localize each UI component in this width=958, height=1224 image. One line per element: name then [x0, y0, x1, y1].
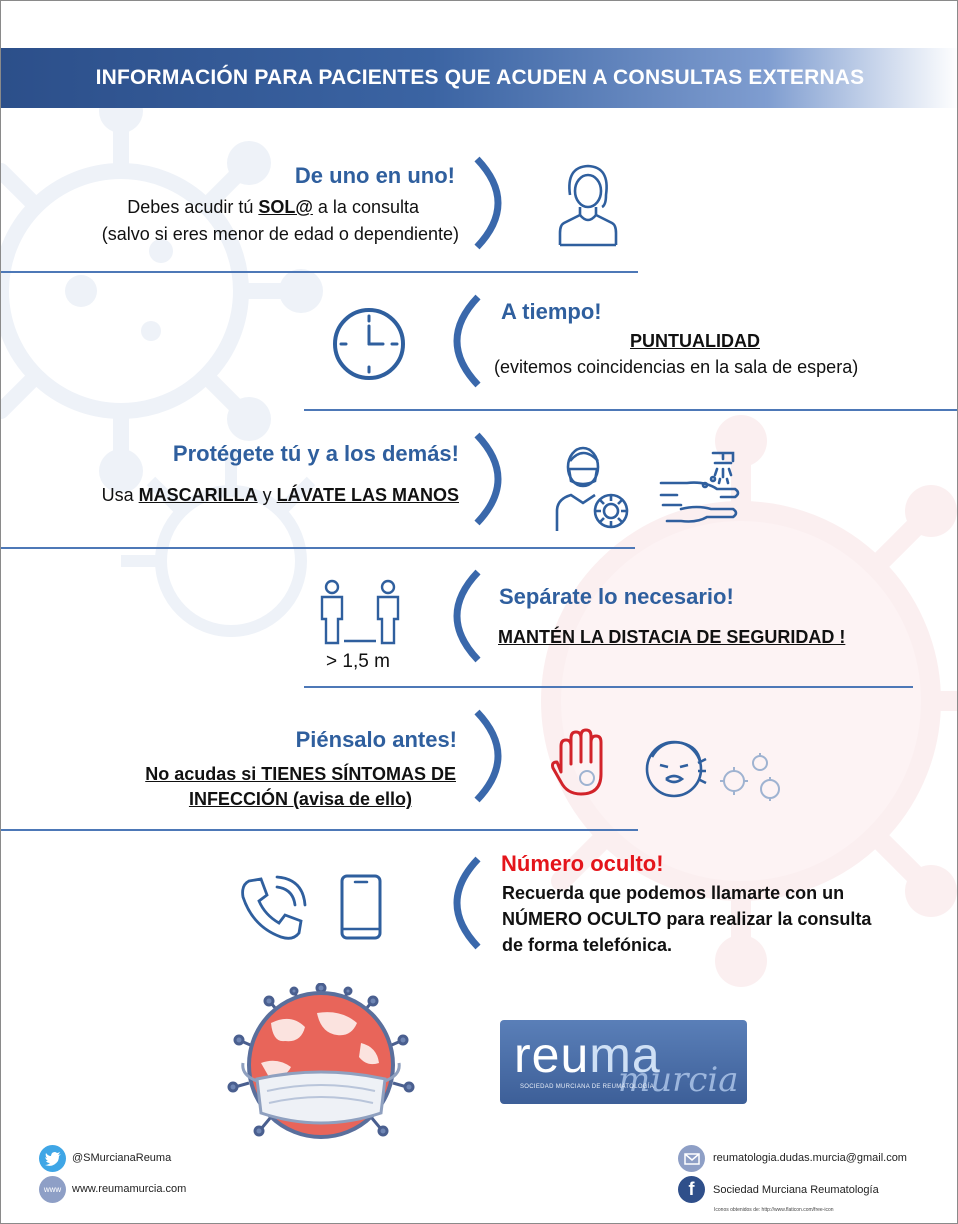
website-link[interactable]: www.reumamurcia.com — [72, 1183, 187, 1195]
section-6-title: Número oculto! — [501, 851, 664, 876]
section-1-line2: (salvo si eres menor de edad o dependiente) — [101, 224, 459, 244]
section-1-title: De uno en uno! — [294, 163, 455, 188]
page-title: INFORMACIÓN PARA PACIENTES QUE ACUDEN A CONSULTAS EXTERNAS — [95, 66, 865, 89]
section-3-title: Protégete tú y a los demás! — [172, 441, 459, 466]
divider — [1, 829, 638, 831]
web-icon[interactable]: www — [39, 1176, 66, 1203]
facebook-link[interactable]: Sociedad Murciana Reumatología — [713, 1184, 879, 1196]
section-5-title: Piénsalo antes! — [295, 727, 457, 752]
header-banner — [1, 48, 958, 108]
section-4-line1: MANTÉN LA DISTACIA DE SEGURIDAD ! — [498, 627, 846, 647]
logo-subtitle: SOCIEDAD MURCIANA DE REUMATOLOGÍA — [520, 1084, 655, 1090]
bracket-left-icon — [429, 566, 484, 666]
hand-washing-icon — [657, 449, 747, 529]
email-icon[interactable] — [678, 1145, 705, 1172]
facebook-icon[interactable]: f — [678, 1176, 705, 1203]
twitter-handle[interactable]: @SMurcianaReuma — [72, 1152, 172, 1164]
section-3-line1: Usa MASCARILLA y LÁVATE LAS MANOS — [101, 485, 459, 505]
logo-wordmark: reuma — [514, 1027, 661, 1083]
bracket-right-icon — [471, 429, 526, 529]
section-2-line2: (evitemos coincidencias en la sala de espera) — [494, 357, 859, 377]
section-2-line1: PUNTUALIDAD — [630, 331, 760, 351]
section-6-line2: NÚMERO OCULTO para realizar la consulta — [502, 909, 872, 929]
section-5-line2: INFECCIÓN (avisa de ello) — [188, 789, 412, 809]
divider — [1, 547, 635, 549]
section-5-line1: No acudas si TIENES SÍNTOMAS DE — [145, 764, 456, 784]
distance-label: > 1,5 m — [326, 651, 390, 672]
logo-script: murcia — [618, 1060, 739, 1100]
stop-hand-icon — [549, 728, 613, 798]
divider — [304, 686, 913, 688]
section-2-title: A tiempo! — [501, 299, 602, 324]
section-4-title: Sepárate lo necesario! — [499, 584, 734, 609]
section-6-line1: Recuerda que podemos llamarte con un — [502, 883, 845, 903]
person-icon — [556, 161, 620, 247]
reuma-murcia-logo — [500, 1020, 747, 1104]
bracket-left-icon — [429, 291, 484, 391]
bracket-left-icon — [429, 853, 484, 953]
distance-icon — [314, 579, 409, 649]
bracket-right-icon — [471, 153, 526, 253]
masked-person-icon — [553, 441, 635, 533]
sick-person-icon — [642, 735, 792, 807]
icon-credit: Iconos obtenidos de: http://www.flaticon.com/free-icon — [714, 1207, 834, 1213]
section-1-line1: Debes acudir tú SOL@ a la consulta — [127, 197, 419, 217]
phone-icon — [237, 873, 309, 945]
masked-globe-illustration — [221, 983, 421, 1143]
divider — [304, 409, 958, 411]
clock-icon — [331, 306, 407, 382]
divider — [1, 271, 638, 273]
smartphone-icon — [339, 873, 383, 941]
twitter-icon[interactable] — [39, 1145, 66, 1172]
section-6-line3: de forma telefónica. — [502, 935, 673, 955]
email-link[interactable]: reumatologia.dudas.murcia@gmail.com — [713, 1152, 907, 1164]
bracket-right-icon — [471, 706, 526, 806]
